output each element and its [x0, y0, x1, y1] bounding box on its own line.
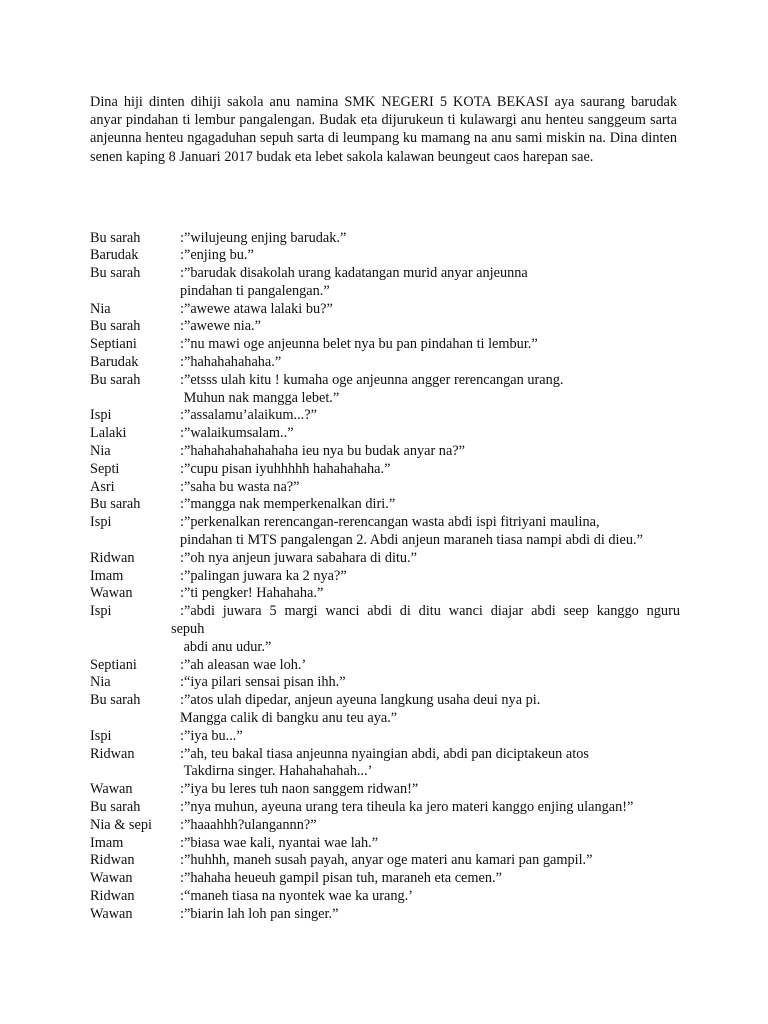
dialogue-continuation	[90, 639, 680, 657]
speech-text	[180, 870, 680, 888]
speech-text	[180, 657, 680, 675]
speech-text	[180, 746, 680, 764]
speech-text	[180, 603, 680, 621]
speech-line: :”awewe atawa lalaki bu?”	[180, 300, 333, 317]
speaker-name: Wawan	[90, 781, 133, 798]
speech-text	[180, 550, 680, 568]
speech-text	[180, 265, 680, 283]
dialogue-line	[90, 265, 680, 283]
dialogue-line	[90, 514, 680, 532]
speaker-name: Septi	[90, 460, 120, 477]
dialogue-line	[90, 568, 680, 586]
speech-line: :”mangga nak memperkenalkan diri.”	[180, 496, 396, 513]
speech-line: :”awewe nia.”	[180, 318, 261, 335]
dialogue-line	[90, 301, 680, 319]
speech-line: :”nya muhun, ayeuna urang tera tiheula ka jero materi kanggo enjing ulangan!”	[180, 799, 634, 815]
speech-line: :”oh nya anjeun juwara sabahara di ditu.”	[180, 549, 417, 566]
speech-text	[180, 496, 680, 514]
speech-text	[180, 372, 680, 390]
speech-continuation: pindahan ti MTS pangalengan 2. Abdi anjeun maraneh tiasa nampi abdi di dieu.”	[180, 532, 643, 549]
speaker-spacer	[90, 532, 180, 550]
speaker-spacer	[90, 390, 180, 408]
speech-wrap: sepuh	[171, 621, 205, 638]
dialogue-line	[90, 318, 680, 336]
speaker-name: Bu sarah	[90, 318, 141, 335]
dialogue-continuation	[90, 390, 680, 408]
speech-text	[180, 514, 680, 532]
speaker-name: Barudak	[90, 354, 139, 371]
speech-line: :”palingan juwara ka 2 nya?”	[180, 567, 347, 584]
intro-paragraph: Dina hiji dinten dihiji sakola anu namina SMK NEGERI 5 KOTA BEKASI aya saurang barudak anyar pindahan ti lembur pangalengan. Budak eta dijurukeun ti kulawargi anu henteu sanggeum sarta anjeunna henteu ngagaduhan sepuh sarta di leumpang ku mamang na anu sami miskin na. Dina dinten senen kaping 8 Januari 2017 budak eta lebet sakola kalawan beungeut caos harepan sae.	[90, 94, 677, 165]
dialogue-line	[90, 674, 680, 692]
dialogue-line	[90, 852, 680, 870]
speaker-spacer	[90, 639, 180, 657]
speaker-name: Bu sarah	[90, 265, 141, 282]
speaker-name: Ridwan	[90, 887, 135, 904]
speech-line: :”cupu pisan iyuhhhhh hahahahaha.”	[180, 460, 391, 477]
speech-line: :”walaikumsalam..”	[180, 425, 294, 442]
dialogue-line	[90, 585, 680, 603]
dialogue-line	[90, 603, 680, 621]
speech-line: :”biasa wae kali, nyantai wae lah.”	[180, 834, 379, 851]
speaker-name: Bu sarah	[90, 799, 141, 815]
speech-line: :”haaahhh?ulangannn?”	[180, 816, 317, 833]
dialogue-line	[90, 354, 680, 372]
speaker-spacer	[90, 283, 180, 301]
speech-line: :”hahahahahahahaha ieu nya bu budak anyar na?”	[180, 443, 465, 460]
speech-line: :”abdi juwara 5 margi wanci abdi di ditu wanci diajar abdi seep kanggo nguru	[180, 603, 680, 620]
dialogue-line	[90, 550, 680, 568]
speaker-name: Wawan	[90, 905, 133, 922]
speech-text	[180, 230, 680, 248]
speech-text	[180, 799, 680, 817]
speech-text	[180, 247, 680, 265]
speaker-name: Nia	[90, 443, 111, 460]
speech-text	[180, 852, 680, 870]
dialogue-continuation	[90, 710, 680, 728]
speech-text	[180, 835, 680, 853]
dialogue-wrap-line	[90, 621, 680, 639]
speech-line: :”assalamu’alaikum...?”	[180, 407, 317, 424]
speech-text	[180, 461, 680, 479]
speaker-spacer	[90, 763, 180, 781]
speaker-name: Ispi	[90, 407, 112, 424]
dialogue-line	[90, 888, 680, 906]
speech-line: :“maneh tiasa na nyontek wae ka urang.’	[180, 887, 414, 904]
speaker-name: Nia	[90, 300, 111, 317]
speech-line: :”wilujeung enjing barudak.”	[180, 229, 347, 246]
speech-line: :”atos ulah dipedar, anjeun ayeuna langkung usaha deui nya pi.	[180, 692, 541, 709]
speaker-name: Imam	[90, 834, 124, 851]
speaker-name: Wawan	[90, 870, 133, 887]
speech-continuation: Muhun nak mangga lebet.”	[180, 389, 340, 406]
speech-line: :“iya pilari sensai pisan ihh.”	[180, 674, 346, 691]
dialogue-continuation	[90, 532, 680, 550]
dialogue-line	[90, 230, 680, 248]
speech-text	[180, 479, 680, 497]
speech-text	[180, 407, 680, 425]
speech-line: :”ah, teu bakal tiasa anjeunna nyaingian abdi, abdi pan diciptakeun atos	[180, 745, 589, 762]
dialogue-line	[90, 728, 680, 746]
speaker-name: Ridwan	[90, 852, 135, 869]
speaker-name: Nia	[90, 674, 111, 691]
speech-text	[180, 336, 680, 354]
speech-line: :”biarin lah loh pan singer.”	[180, 905, 339, 922]
speech-text	[180, 568, 680, 586]
dialogue-line	[90, 496, 680, 514]
dialogue-line	[90, 781, 680, 799]
speech-continuation: abdi anu udur.”	[180, 638, 272, 655]
dialogue-line	[90, 746, 680, 764]
speech-text	[180, 817, 680, 835]
speech-line: :”hahahahahaha.”	[180, 354, 282, 371]
speech-text	[180, 906, 680, 924]
speech-line: :”etsss ulah kitu ! kumaha oge anjeunna angger rerencangan urang.	[180, 371, 564, 388]
speech-line: :”ah aleasan wae loh.’	[180, 656, 307, 673]
speaker-name: Septiani	[90, 336, 137, 353]
speech-text	[180, 318, 680, 336]
speaker-name: Septiani	[90, 656, 137, 673]
dialogue-line	[90, 247, 680, 265]
speaker-name: Bu sarah	[90, 229, 141, 246]
dialogue-continuation	[90, 283, 680, 301]
speaker-name: Wawan	[90, 585, 133, 602]
speaker-name: Ridwan	[90, 549, 135, 566]
dialogue-line	[90, 835, 680, 853]
dialogue-line	[90, 657, 680, 675]
dialogue-line	[90, 443, 680, 461]
speaker-name: Bu sarah	[90, 692, 141, 709]
speech-line: :”nu mawi oge anjeunna belet nya bu pan pindahan ti lembur.”	[180, 336, 538, 353]
speech-text	[180, 888, 680, 906]
speech-text	[180, 674, 680, 692]
speech-line: :”hahaha heueuh gampil pisan tuh, maraneh eta cemen.”	[180, 870, 502, 887]
speaker-name: Imam	[90, 567, 124, 584]
speech-line: :”iya bu...”	[180, 727, 243, 744]
speaker-name: Ispi	[90, 727, 112, 744]
speech-text	[180, 354, 680, 372]
dialogue-line	[90, 372, 680, 390]
speech-line: :”ti pengker! Hahahaha.”	[180, 585, 324, 602]
speech-line: :”enjing bu.”	[180, 247, 254, 264]
speaker-name: Bu sarah	[90, 496, 141, 513]
dialogue-line	[90, 479, 680, 497]
speech-text	[180, 425, 680, 443]
speaker-name: Bu sarah	[90, 371, 141, 388]
dialogue-line	[90, 906, 680, 924]
speech-text	[180, 781, 680, 799]
speech-text	[180, 728, 680, 746]
speech-continuation: pindahan ti pangalengan.”	[180, 282, 330, 299]
speech-line: :”barudak disakolah urang kadatangan murid anyar anjeunna	[180, 265, 528, 282]
speech-text	[180, 692, 680, 710]
speaker-name: Barudak	[90, 247, 139, 264]
dialogue-line	[90, 799, 680, 817]
dialogue-list	[90, 230, 680, 924]
speaker-name: Ispi	[90, 514, 112, 531]
dialogue-line	[90, 817, 680, 835]
dialogue-line	[90, 425, 680, 443]
speech-line: :”saha bu wasta na?”	[180, 478, 300, 495]
speaker-name: Ispi	[90, 603, 112, 620]
speaker-name: Lalaki	[90, 425, 127, 442]
speech-text	[180, 301, 680, 319]
speaker-name: Nia & sepi	[90, 816, 152, 833]
speech-text	[180, 443, 680, 461]
speech-line: :”huhhh, maneh susah payah, anyar oge materi anu kamari pan gampil.”	[180, 852, 593, 869]
dialogue-line	[90, 692, 680, 710]
speech-line: :”perkenalkan rerencangan-rerencangan wasta abdi ispi fitriyani maulina,	[180, 514, 600, 531]
dialogue-line	[90, 461, 680, 479]
speech-line: :”iya bu leres tuh naon sanggem ridwan!”	[180, 781, 419, 798]
dialogue-continuation	[90, 763, 680, 781]
speech-continuation: Takdirna singer. Hahahahahah...’	[180, 763, 373, 780]
speaker-name: Asri	[90, 478, 115, 495]
speaker-spacer	[90, 710, 180, 728]
dialogue-line	[90, 870, 680, 888]
dialogue-line	[90, 407, 680, 425]
speaker-name: Ridwan	[90, 745, 135, 762]
speech-text	[180, 585, 680, 603]
dialogue-line	[90, 336, 680, 354]
speech-continuation: Mangga calik di bangku anu teu aya.”	[180, 710, 398, 727]
